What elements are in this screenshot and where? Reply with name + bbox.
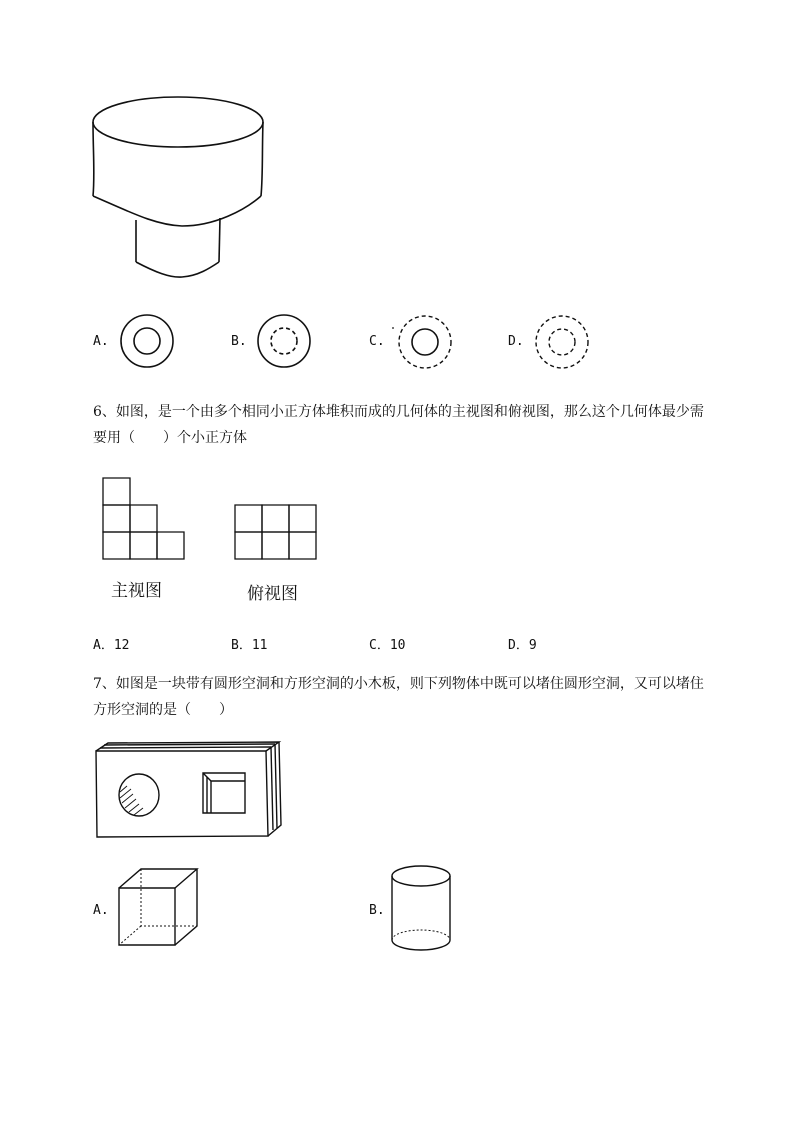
q6-question-line2: 要用（ ）个小正方体 [93, 430, 247, 446]
q7-question-line1: 7、如图是一块带有圆形空洞和方形空洞的小木板，则下列物体中既可以堵住圆形空洞，又可以堵住 [93, 676, 704, 692]
q7-option-a-label[interactable]: A. [93, 903, 109, 918]
q6-option-a[interactable]: A．12 [93, 638, 130, 653]
q6-front-view-caption: 主视图 [111, 581, 162, 601]
q5-option-a-label[interactable]: A. [93, 334, 109, 349]
q7-option-b-label[interactable]: B. [369, 903, 385, 918]
q5-option-c-label[interactable]: C. [369, 334, 385, 349]
q5-option-d-label[interactable]: D. [508, 334, 524, 349]
q6-top-view-caption: 俯视图 [247, 584, 298, 604]
q6-option-d[interactable]: D．9 [508, 638, 537, 653]
q6-option-b[interactable]: B．11 [231, 638, 268, 653]
q7-question-line2: 方形空洞的是（ ） [93, 702, 233, 718]
q6-question-line1: 6、如图，是一个由多个相同小正方体堆积而成的几何体的主视图和俯视图，那么这个几何体最少需 [93, 404, 704, 420]
q5-option-b-label[interactable]: B. [231, 334, 247, 349]
q6-option-c[interactable]: C．10 [369, 638, 406, 653]
